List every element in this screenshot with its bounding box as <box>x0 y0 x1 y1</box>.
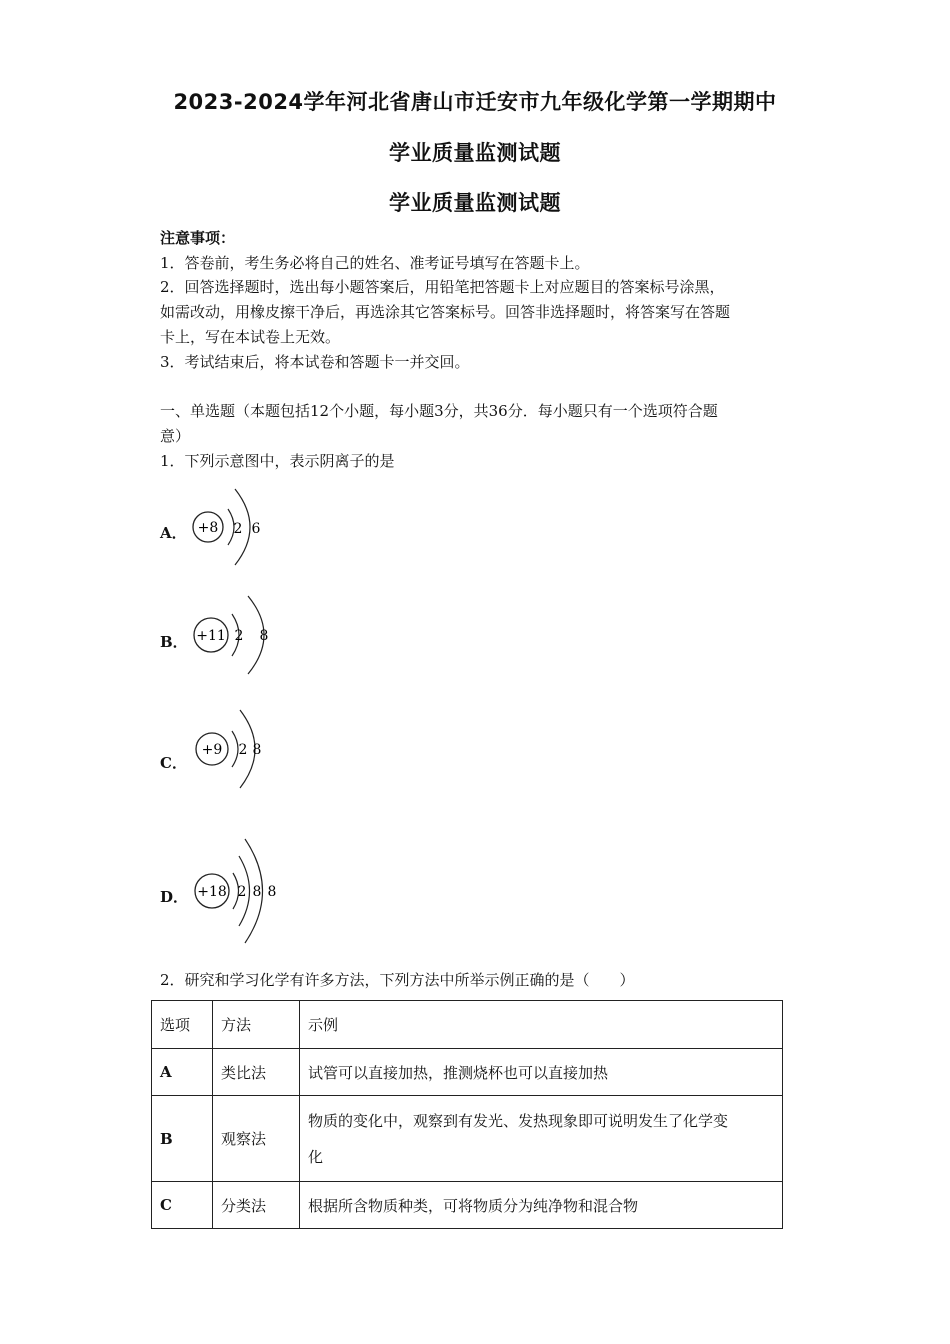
table-cell-option: B <box>152 1096 213 1182</box>
shell-electrons: 6 <box>251 521 261 537</box>
table-cell-example <box>300 1096 783 1182</box>
nucleus-charge: +9 <box>201 742 223 758</box>
section-heading-cont: 意） <box>160 427 191 445</box>
table-header-row <box>152 1001 783 1049</box>
atom-diagram-c <box>190 706 280 796</box>
notice-line: 如需改动，用橡皮擦干净后，再选涂其它答案标号。回答非选择题时，将答案写在答题 <box>160 303 731 321</box>
shell-electrons: 2 <box>233 521 243 537</box>
table-cell-method: 观察法 <box>213 1096 300 1182</box>
page-subtitle-repeat: 学业质量监测试题 <box>389 191 561 215</box>
table-row <box>152 1049 783 1096</box>
option-a-label[interactable]: A． <box>160 524 187 542</box>
notice-line: 1．答卷前，考生务必将自己的姓名、准考证号填写在答题卡上。 <box>160 254 590 272</box>
shell-electrons: 8 <box>252 742 262 758</box>
table-cell-method: 类比法 <box>213 1049 300 1096</box>
table-cell-option: C <box>152 1182 213 1229</box>
nucleus-charge: +11 <box>196 628 226 644</box>
table-cell-method: 分类法 <box>213 1182 300 1229</box>
question-1-stem: 1．下列示意图中，表示阴离子的是 <box>160 452 395 470</box>
shell-electrons: 2 <box>237 884 247 900</box>
table-cell-example: 根据所含物质种类，可将物质分为纯净物和混合物 <box>300 1182 783 1229</box>
shell-electrons: 2 <box>238 742 248 758</box>
option-c-label[interactable]: C． <box>160 754 187 772</box>
methods-table <box>151 1000 783 1229</box>
table-row <box>152 1096 783 1182</box>
question-2-stem: 2．研究和学习化学有许多方法，下列方法中所举示例正确的是（ ） <box>160 971 635 989</box>
nucleus-charge: +8 <box>197 520 219 536</box>
example-line: 物质的变化中，观察到有发光、发热现象即可说明发生了化学变 <box>308 1111 729 1130</box>
page-subtitle: 学业质量监测试题 <box>389 141 561 165</box>
shell-electrons: 2 <box>234 628 244 644</box>
notice-line: 2．回答选择题时，选出每小题答案后，用铅笔把答题卡上对应题目的答案标号涂黑， <box>160 278 725 296</box>
table-row <box>152 1182 783 1229</box>
nucleus-charge: +18 <box>197 884 227 900</box>
table-header-cell: 示例 <box>300 1001 783 1049</box>
section-heading: 一、单选题（本题包括12个小题，每小题3分，共36分．每小题只有一个选项符合题 <box>160 402 718 420</box>
shell-electrons: 8 <box>267 884 277 900</box>
notice-line: 卡上，写在本试卷上无效。 <box>160 328 341 346</box>
notice-heading: 注意事项： <box>160 229 236 247</box>
table-cell-option: A <box>152 1049 213 1096</box>
page-title: 2023-2024学年河北省唐山市迁安市九年级化学第一学期期中 <box>173 90 777 114</box>
shell-electrons: 8 <box>259 628 269 644</box>
atom-diagram-b <box>190 592 280 682</box>
table-header-cell: 方法 <box>213 1001 300 1049</box>
table-header-cell: 选项 <box>152 1001 213 1049</box>
option-d-label[interactable]: D． <box>160 888 189 906</box>
option-b-label[interactable]: B． <box>160 633 188 651</box>
atom-diagram-d <box>190 836 290 950</box>
example-line: 化 <box>308 1147 324 1166</box>
table-cell-example: 试管可以直接加热，推测烧杯也可以直接加热 <box>300 1049 783 1096</box>
shell-electrons: 8 <box>252 884 262 900</box>
notice-line: 3．考试结束后，将本试卷和答题卡一并交回。 <box>160 353 470 371</box>
atom-diagram-a <box>190 484 280 574</box>
